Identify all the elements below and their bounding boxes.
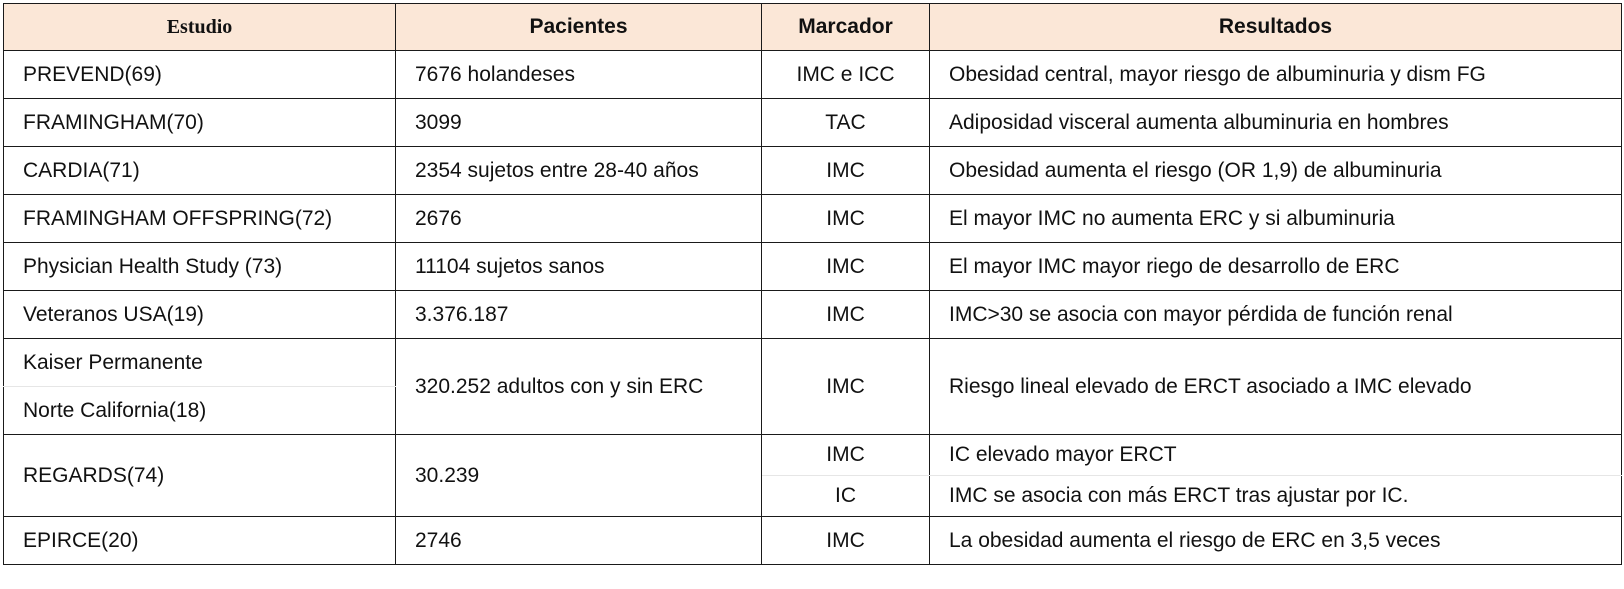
studies-table: [3, 3, 1622, 565]
cell-marcador: IMC: [762, 291, 930, 339]
header-marcador: Marcador: [762, 4, 930, 51]
cell-marcador: IMC: [762, 243, 930, 291]
header-estudio: Estudio: [4, 4, 396, 51]
cell-estudio: FRAMINGHAM(70): [4, 99, 396, 147]
table-row: [4, 195, 1622, 243]
cell-marcador: IMC: [762, 339, 930, 435]
cell-marcador: IMC e ICC: [762, 51, 930, 99]
cell-resultados: IC elevado mayor ERCT: [930, 435, 1622, 476]
table-row: [4, 291, 1622, 339]
cell-pacientes: 2746: [396, 517, 762, 565]
cell-pacientes: 11104 sujetos sanos: [396, 243, 762, 291]
cell-resultados: El mayor IMC no aumenta ERC y si albuminuria: [930, 195, 1622, 243]
cell-marcador: IMC: [762, 435, 930, 476]
cell-resultados: Obesidad central, mayor riesgo de albuminuria y dism FG: [930, 51, 1622, 99]
cell-marcador: IMC: [762, 195, 930, 243]
table-row: [4, 147, 1622, 195]
cell-resultados: El mayor IMC mayor riego de desarrollo de ERC: [930, 243, 1622, 291]
cell-pacientes: 2676: [396, 195, 762, 243]
header-pacientes: Pacientes: [396, 4, 762, 51]
table-row: [4, 51, 1622, 99]
cell-estudio: Physician Health Study (73): [4, 243, 396, 291]
cell-estudio-line1: Kaiser Permanente: [4, 339, 396, 387]
cell-marcador: IC: [762, 476, 930, 517]
cell-marcador: TAC: [762, 99, 930, 147]
cell-estudio: REGARDS(74): [4, 435, 396, 517]
table-row: [4, 243, 1622, 291]
table-row-kaiser: [4, 339, 1622, 387]
cell-estudio: Veteranos USA(19): [4, 291, 396, 339]
cell-resultados: IMC se asocia con más ERCT tras ajustar por IC.: [930, 476, 1622, 517]
cell-pacientes: 3099: [396, 99, 762, 147]
cell-resultados: Adiposidad visceral aumenta albuminuria en hombres: [930, 99, 1622, 147]
cell-resultados: La obesidad aumenta el riesgo de ERC en 3,5 veces: [930, 517, 1622, 565]
header-resultados: Resultados: [930, 4, 1622, 51]
table-row: [4, 517, 1622, 565]
cell-estudio: FRAMINGHAM OFFSPRING(72): [4, 195, 396, 243]
cell-estudio: PREVEND(69): [4, 51, 396, 99]
cell-estudio: EPIRCE(20): [4, 517, 396, 565]
cell-estudio: CARDIA(71): [4, 147, 396, 195]
cell-marcador: IMC: [762, 147, 930, 195]
cell-marcador: IMC: [762, 517, 930, 565]
cell-resultados: Obesidad aumenta el riesgo (OR 1,9) de albuminuria: [930, 147, 1622, 195]
cell-estudio-line2: Norte California(18): [4, 387, 396, 435]
cell-resultados: Riesgo lineal elevado de ERCT asociado a IMC elevado: [930, 339, 1622, 435]
cell-pacientes: 3.376.187: [396, 291, 762, 339]
header-row: [4, 4, 1622, 51]
cell-resultados: IMC>30 se asocia con mayor pérdida de función renal: [930, 291, 1622, 339]
cell-pacientes: 320.252 adultos con y sin ERC: [396, 339, 762, 435]
table-row: [4, 99, 1622, 147]
cell-pacientes: 2354 sujetos entre 28-40 años: [396, 147, 762, 195]
cell-pacientes: 30.239: [396, 435, 762, 517]
table-row-regards: [4, 435, 1622, 476]
cell-pacientes: 7676 holandeses: [396, 51, 762, 99]
